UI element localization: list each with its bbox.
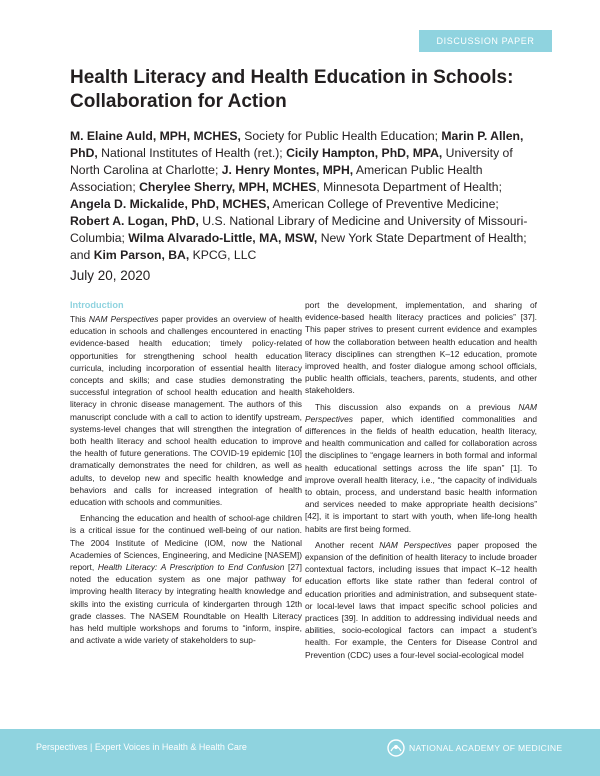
title-line-1: Health Literacy and Health Education in Schools: (70, 67, 514, 88)
text-run: paper, which identified commonalities and differences in the fields of health education, health literacy, and health communication and called for collaboration across the disciplines to “engage learners in both formal and informal health educational settings across the life span” [1]. To improve overall health literacy, i.e., “the capacity of individuals to obtain, process, and understand basic health information and services needed to make appropriate health decisions” [42], it is important to start with youth, when life-long health habits are first being formed. (305, 413, 537, 534)
author-affiliation: , Minnesota Department of Health; (316, 180, 502, 194)
right-column (305, 299, 537, 661)
author-name: Marin P. Allen, PhD, (70, 129, 524, 160)
discussion-paper-badge: DISCUSSION PAPER (419, 30, 552, 52)
paragraph (305, 539, 537, 661)
text-run: [27] noted the education system as one major pathway for improving health literacy by integrating health knowledge and skills into the existing curricula of kindergarten through 12th grade classes. The NASEM Roundtable on Health Literacy has held multiple workshops and forums to “inform, inspire, and activate a wide variety of stakeholders to sup- (70, 562, 302, 646)
paragraph (70, 313, 302, 508)
nam-branding (387, 739, 562, 757)
author-name: Robert A. Logan, PhD, (70, 214, 199, 228)
author-name: M. Elaine Auld, MPH, MCHES, (70, 129, 241, 143)
organization-name: NATIONAL ACADEMY OF MEDICINE (409, 743, 563, 753)
author-name: Wilma Alvarado-Little, MA, MSW, (128, 231, 318, 245)
author-affiliation: Society for Public Health Education; (240, 129, 442, 143)
italic-text: Health Literacy: A Prescription to End Confusion (97, 562, 285, 573)
author-affiliation: American College of Preventive Medicine; (269, 197, 499, 211)
author-affiliation: American Public Health Association; (70, 163, 483, 194)
text-run: This discussion also expands on a previous (315, 401, 519, 412)
author-name: Kim Parson, BA, (93, 248, 190, 262)
title-line-2: Collaboration for Action (70, 91, 287, 112)
text-run: paper provides an overview of health education in schools and challenges encountered in enacting evidence-based health education; timely policy-related opportunities for strengthening school health education curricula, including incorporation of essential health literacy concepts and skills; and case studies demonstrating the successful integration of school health education and health literacy in chronic disease management. The authors of this manuscript conclude with a call to action to identify upstream, systems-level changes that will strengthen the integration of both health literacy and school health education to improve the health of future generations. The COVID-19 epidemic [10] dramatically demonstrates the need for children, as well as adults, to develop new and specific health knowledge and behaviors and calls for increased integration of health education with schools and communities. (70, 314, 302, 508)
author-affiliation: University of North Carolina at Charlotte; (70, 146, 513, 177)
author-affiliation: National Institutes of Health (ret.); (97, 146, 287, 160)
italic-text: NAM Perspectives (379, 539, 452, 550)
italic-text: NAM Perspectives (88, 314, 159, 324)
author-name: Angela D. Mickalide, PhD, MCHES, (70, 197, 270, 211)
publication-date: July 20, 2020 (70, 268, 151, 283)
left-column (70, 299, 302, 646)
author-name: Cicily Hampton, PhD, MPA, (286, 146, 443, 160)
text-run: paper proposed the expansion of the definition of health literacy to include broader contextual factors, including issues that impact K–12 health education efforts like state rather than federal control of education priorities and administration, and subsequent state- or local-level laws that impact specific school policies and practices [39]. In addition to addressing individual needs and abilities, socio-ecological factors can impact a student’s health. For example, the Centers for Disease Control and Prevention (CDC) uses a four-level social-ecological model (305, 539, 538, 660)
page-footer (0, 729, 600, 776)
author-affiliation: KPCG, LLC (189, 248, 257, 262)
section-heading: Introduction (70, 300, 124, 310)
paragraph: port the development, implementation, and sharing of evidence-based health literacy practices and policies” [37]. This paper strives to present current evidence and examples of how the collaboration between health education and health literacy disciplines can strengthen K–12 education, promote improved health, and foster dialogue among school officials, public health officials, teachers, parents, students, and other stakeholders. (305, 300, 537, 396)
paper-title (70, 66, 550, 114)
text-run: This (70, 314, 89, 324)
italic-text: NAM Perspectives (305, 401, 537, 424)
paragraph (305, 401, 537, 535)
author-name: J. Henry Montes, MPH, (221, 163, 354, 177)
author-name: Cherylee Sherry, MPH, MCHES (139, 180, 317, 194)
text-run: Another recent (315, 539, 380, 550)
perspectives-tagline: Perspectives | Expert Voices in Health & Health Care (36, 742, 247, 752)
author-affiliation: New York State Department of Health; and (70, 231, 527, 262)
nam-logo-icon (387, 739, 405, 757)
author-list (70, 128, 540, 264)
author-affiliation: U.S. National Library of Medicine and University of Missouri-Columbia; (70, 214, 528, 245)
paragraph (70, 512, 302, 646)
text-run: Enhancing the education and health of school-age children is a critical issue for the continued well-being of our nation. The 2004 Institute of Medicine (IOM, now the National Academies of Sciences, Engineering, and Medicine [NASEM]) report, (70, 513, 302, 573)
